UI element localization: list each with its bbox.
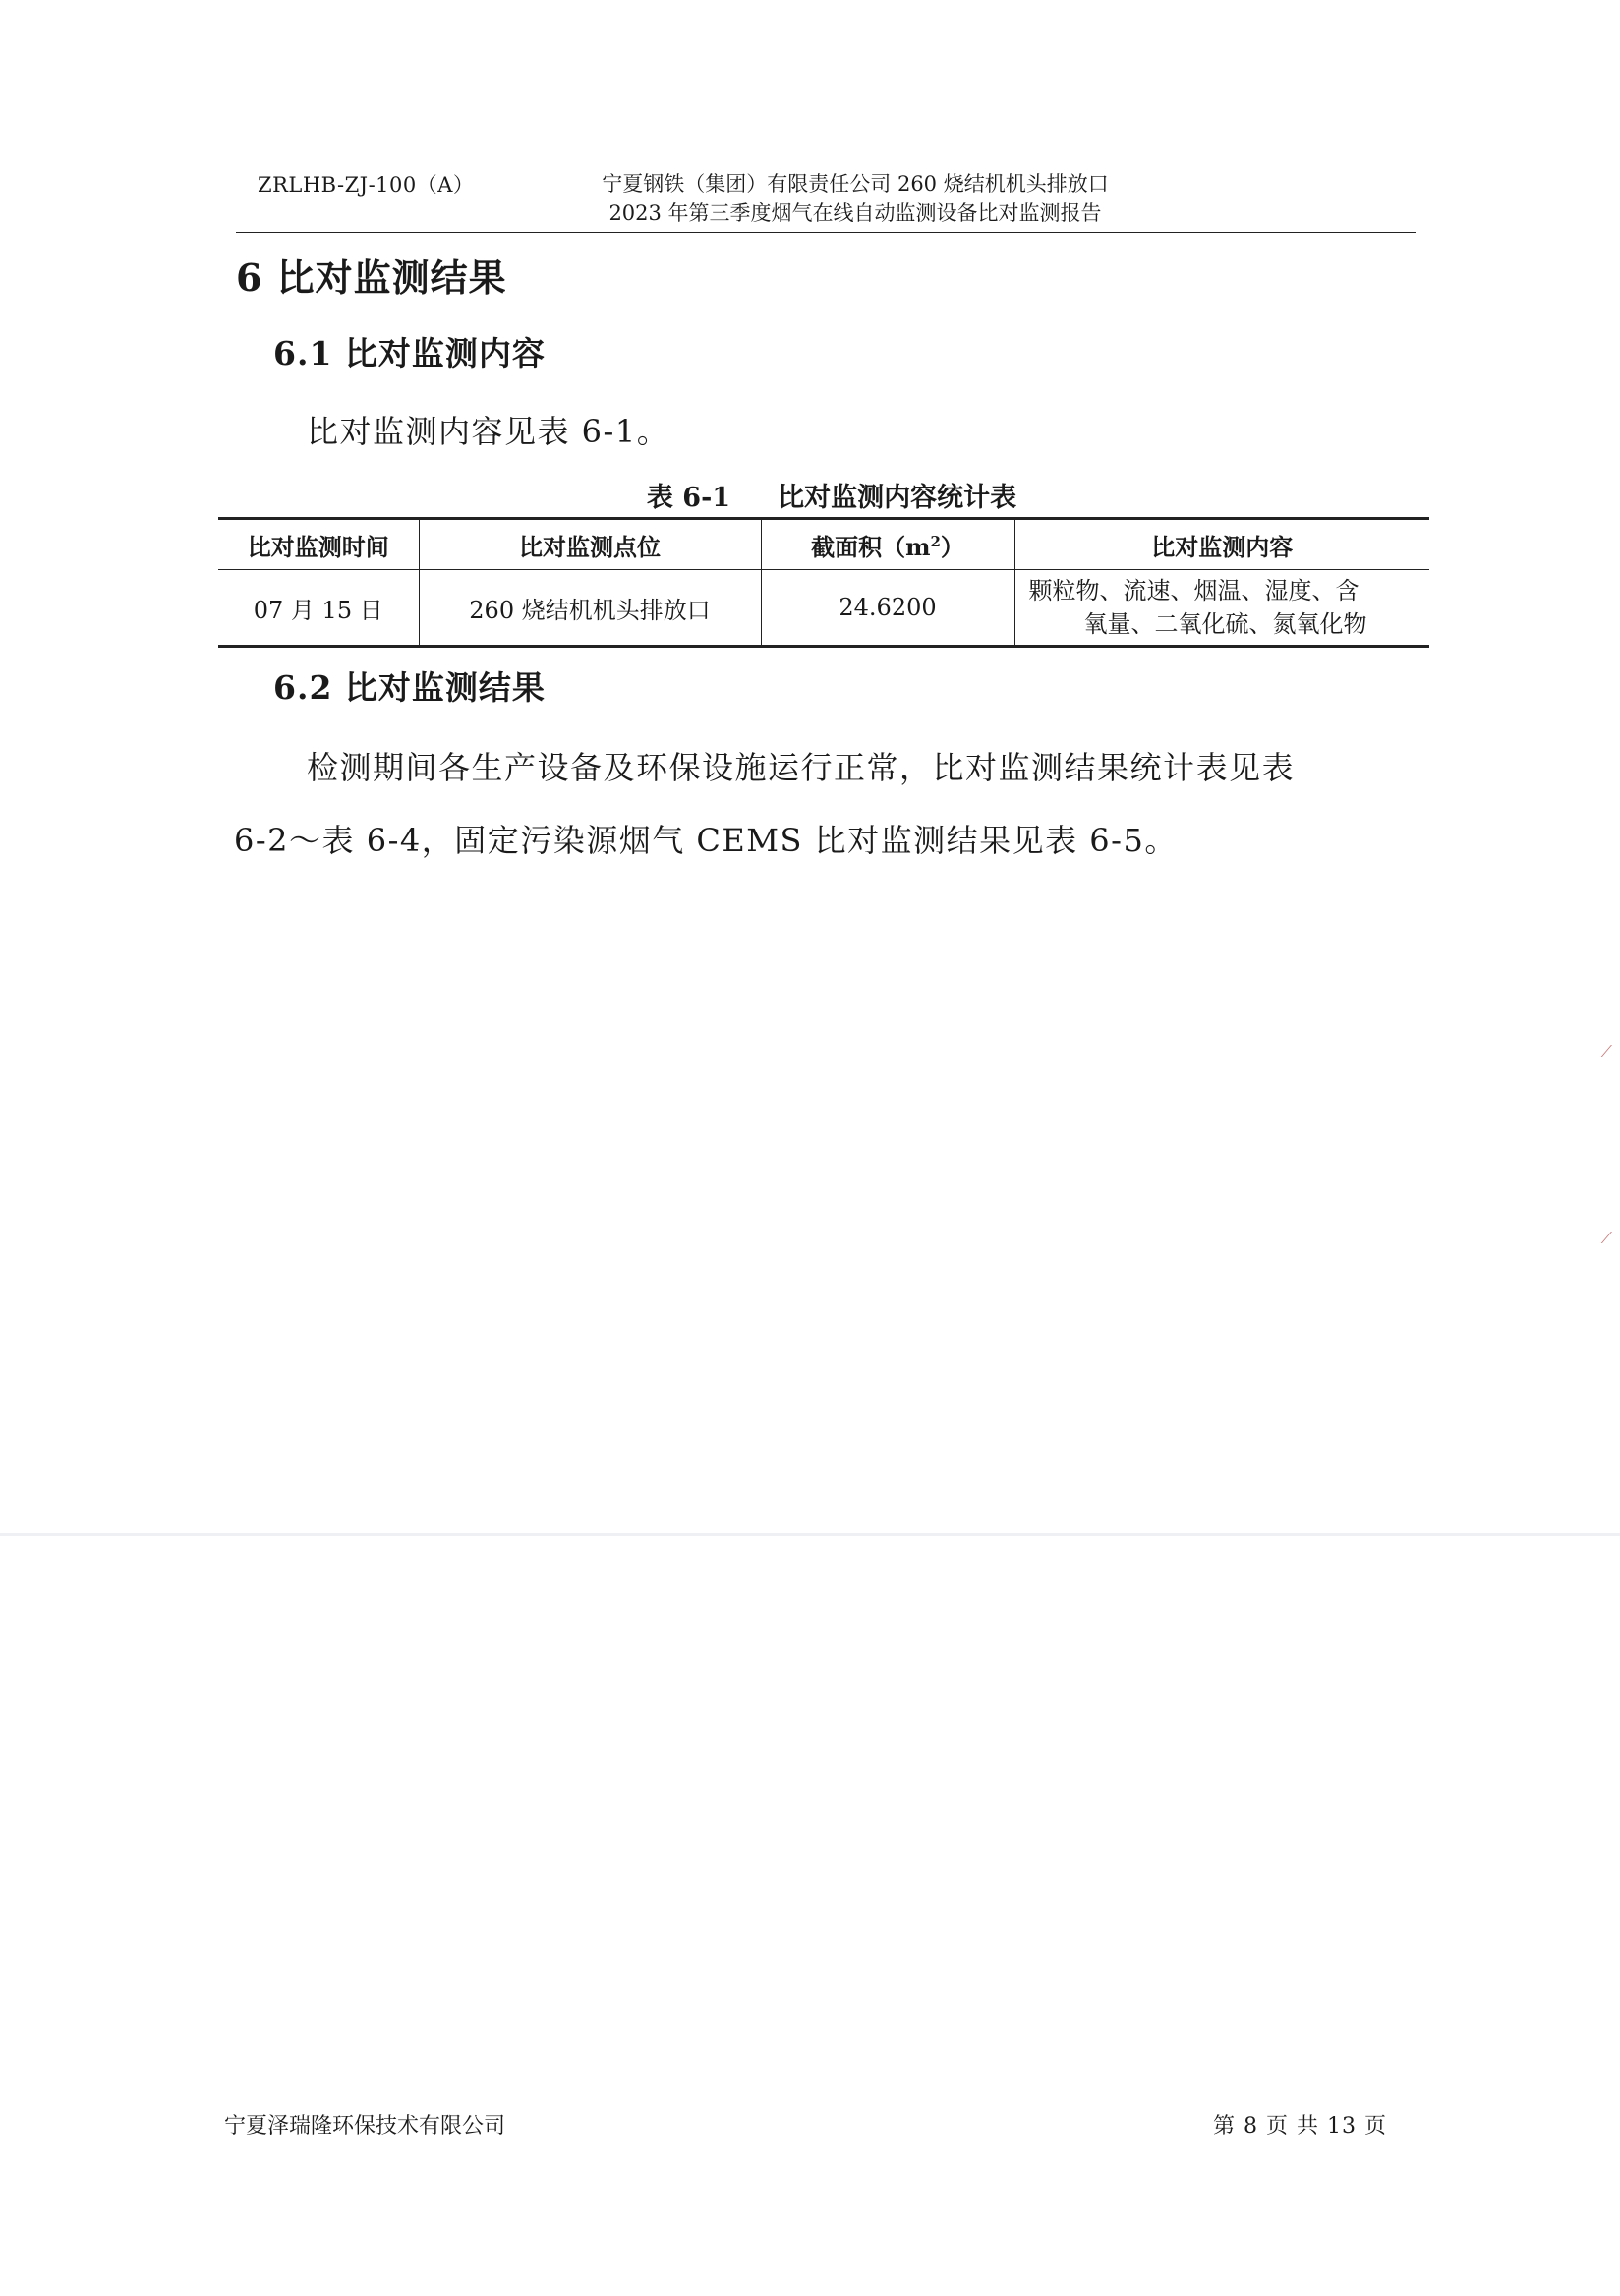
header-title-line1: 宁夏钢铁（集团）有限责任公司 260 烧结机机头排放口 <box>602 172 1109 196</box>
table-row <box>218 570 1429 647</box>
col-header-area-text: 截面积（m <box>811 532 931 561</box>
seal-edge-mark: ⟋ <box>1600 1229 1612 1247</box>
header-rule <box>236 232 1416 233</box>
section-heading: 6 比对监测结果 <box>236 256 507 300</box>
col-header-area-close: ） <box>940 532 964 561</box>
col-header-content: 比对监测内容 <box>1014 519 1429 570</box>
subsection-heading-6-1: 6.1 比对监测内容 <box>273 334 546 373</box>
cell-location: 260 烧结机机头排放口 <box>419 570 761 647</box>
table-header-row <box>218 519 1429 570</box>
page-current: 8 <box>1244 2114 1259 2139</box>
table-caption <box>236 476 1427 514</box>
cell-content-line2: 氧量、二氧化硫、氮氧化物 <box>1083 610 1367 638</box>
col-header-area <box>761 519 1014 570</box>
table-caption-title: 比对监测内容统计表 <box>778 483 1017 513</box>
cell-area: 24.6200 <box>761 570 1014 647</box>
cell-content <box>1014 570 1429 647</box>
page-mid: 页 共 <box>1266 2114 1320 2139</box>
col-header-time: 比对监测时间 <box>218 519 419 570</box>
cell-content-line1: 颗粒物、流速、烟温、湿度、含 <box>1028 577 1360 604</box>
scan-artifact <box>0 1533 1620 1536</box>
footer-company: 宁夏泽瑞隆环保技术有限公司 <box>224 2114 506 2139</box>
paragraph-6-2-line2: 6-2～表 6-4，固定污染源烟气 CEMS 比对监测结果见表 6-5。 <box>234 822 1178 859</box>
table-caption-number: 表 6-1 <box>646 483 731 513</box>
col-header-location: 比对监测点位 <box>419 519 761 570</box>
paragraph-6-2-line1: 检测期间各生产设备及环保设施运行正常，比对监测结果统计表见表 <box>307 749 1296 786</box>
header-title <box>550 169 1160 228</box>
subsection-heading-6-2: 6.2 比对监测结果 <box>273 668 546 707</box>
paragraph-6-1: 比对监测内容见表 6-1。 <box>307 413 670 450</box>
page-suffix: 页 <box>1364 2114 1388 2139</box>
seal-edge-mark: ⟋ <box>1600 1042 1612 1061</box>
footer-page-number <box>1209 2109 1391 2140</box>
monitoring-content-table <box>218 517 1429 648</box>
cell-time: 07 月 15 日 <box>218 570 419 647</box>
col-header-area-sup: 2 <box>930 532 941 550</box>
header-title-line2: 2023 年第三季度烟气在线自动监测设备比对监测报告 <box>608 201 1102 225</box>
header-doc-code: ZRLHB-ZJ-100（A） <box>258 173 475 197</box>
page-prefix: 第 <box>1213 2114 1237 2139</box>
page-total: 13 <box>1327 2114 1358 2139</box>
